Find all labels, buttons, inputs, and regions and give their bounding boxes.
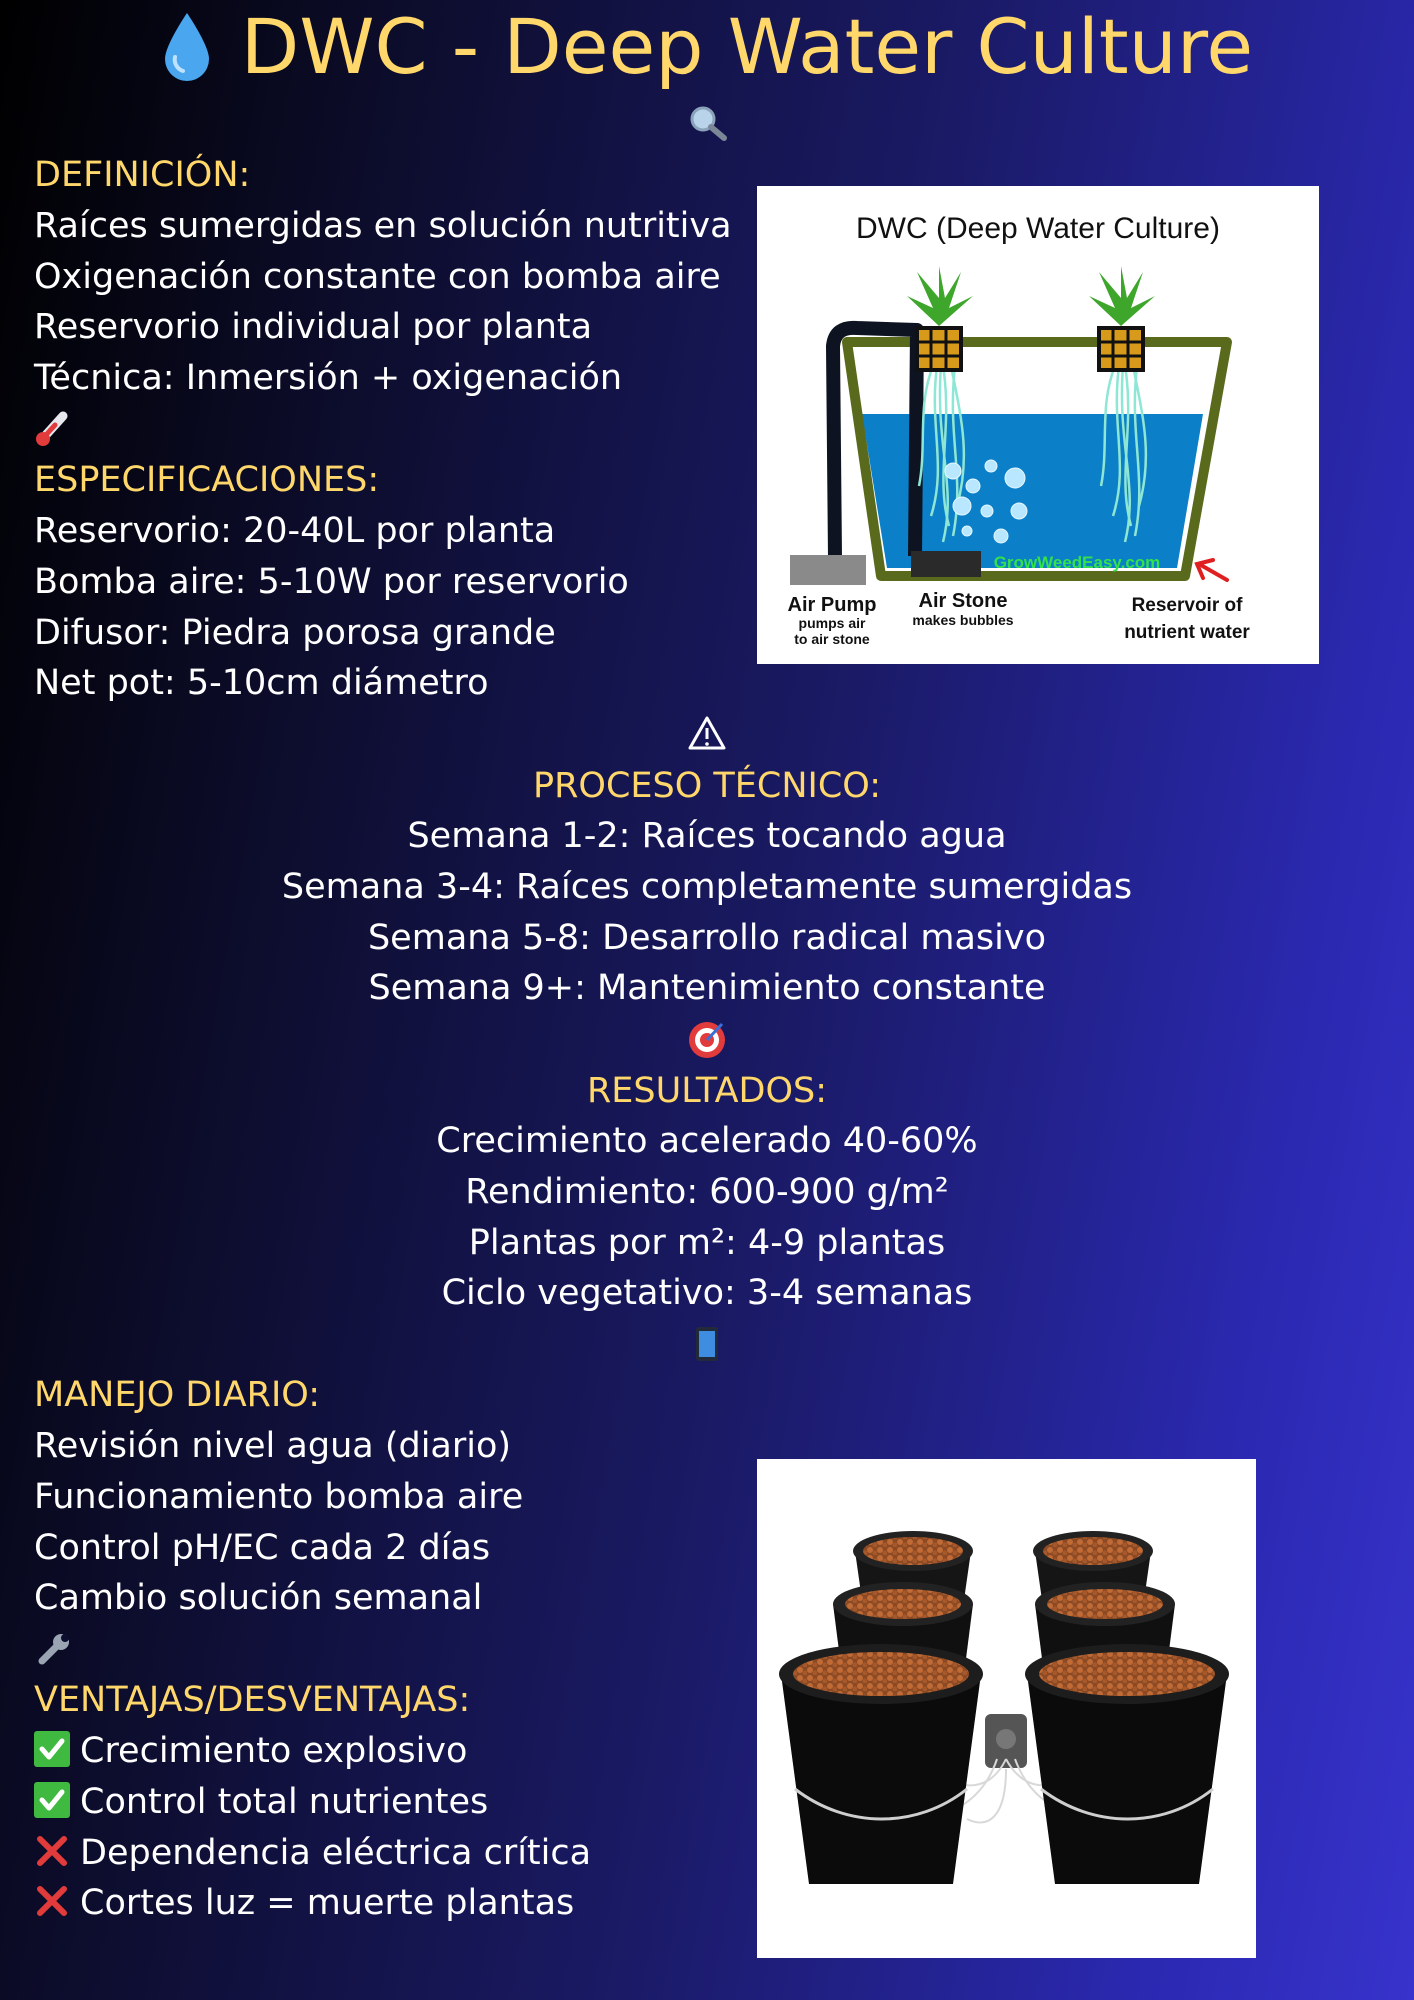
ventajas-heading: VENTAJAS/DESVENTAJAS: — [34, 1680, 471, 1720]
wrench-icon — [34, 1631, 72, 1669]
manejo-heading: MANEJO DIARIO: — [34, 1375, 321, 1415]
water-drop-icon — [161, 11, 213, 83]
diagram-label-reservoir: Reservoir of — [1131, 595, 1243, 616]
diagram-label-pump-sub: to air stone — [794, 631, 870, 647]
proceso-line: Semana 3-4: Raíces completamente sumergidas — [281, 867, 1133, 907]
especificaciones-line: Net pot: 5-10cm diámetro — [34, 663, 489, 703]
pro-item — [34, 1726, 467, 1776]
warning-icon — [0, 714, 1414, 752]
diagram-title: DWC (Deep Water Culture) — [856, 212, 1220, 245]
manejo-line: Cambio solución semanal — [34, 1578, 483, 1618]
manejo-line: Funcionamiento bomba aire — [34, 1477, 524, 1517]
definicion-line: Oxigenación constante con bomba aire — [34, 257, 721, 297]
cross-icon — [34, 1883, 70, 1919]
check-icon — [34, 1731, 70, 1767]
magnifier-icon — [0, 102, 1414, 142]
diagram-label-reservoir: nutrient water — [1124, 622, 1250, 643]
diagram-label-pump: Air Pump — [787, 594, 877, 616]
proceso-line: Semana 9+: Mantenimiento constante — [368, 968, 1046, 1008]
especificaciones-line: Reservorio: 20-40L por planta — [34, 511, 556, 551]
definicion-line: Técnica: Inmersión + oxigenación — [34, 358, 623, 398]
diagram-watermark: GrowWeedEasy.com — [993, 553, 1161, 572]
cross-icon — [34, 1833, 70, 1869]
diagram-label-stone-sub: makes bubbles — [912, 612, 1014, 628]
resultados-line: Ciclo vegetativo: 3-4 semanas — [441, 1273, 973, 1313]
proceso-line: Semana 1-2: Raíces tocando agua — [407, 816, 1007, 856]
manejo-line: Control pH/EC cada 2 días — [34, 1528, 491, 1568]
proceso-heading: PROCESO TÉCNICO: — [532, 766, 882, 806]
thermometer-icon — [34, 410, 72, 448]
manejo-line: Revisión nivel agua (diario) — [34, 1426, 512, 1466]
title-text: DWC - Deep Water Culture — [240, 2, 1254, 91]
resultados-line: Plantas por m²: 4-9 plantas — [468, 1223, 946, 1263]
con-item — [34, 1828, 591, 1878]
page-title — [0, 2, 1414, 92]
especificaciones-line: Bomba aire: 5-10W por reservorio — [34, 562, 629, 602]
target-icon — [0, 1019, 1414, 1059]
resultados-line: Rendimiento: 600-900 g/m² — [465, 1172, 949, 1212]
definicion-heading: DEFINICIÓN: — [34, 155, 251, 195]
resultados-heading: RESULTADOS: — [586, 1071, 828, 1111]
dwc-diagram-image — [757, 186, 1319, 664]
resultados-line: Crecimiento acelerado 40-60% — [436, 1121, 978, 1161]
especificaciones-heading: ESPECIFICACIONES: — [34, 460, 380, 500]
phone-icon — [0, 1325, 1414, 1363]
diagram-label-pump-sub: pumps air — [798, 615, 866, 631]
pro-item — [34, 1777, 488, 1827]
proceso-line: Semana 5-8: Desarrollo radical masivo — [367, 918, 1047, 958]
dwc-buckets-photo — [757, 1459, 1256, 1958]
pro-text: Crecimiento explosivo — [80, 1731, 468, 1771]
pro-text: Control total nutrientes — [80, 1782, 489, 1822]
definicion-line: Raíces sumergidas en solución nutritiva — [34, 206, 732, 246]
diagram-label-stone: Air Stone — [918, 590, 1008, 612]
con-text: Dependencia eléctrica crítica — [80, 1833, 592, 1873]
especificaciones-line: Difusor: Piedra porosa grande — [34, 613, 556, 653]
con-item — [34, 1878, 574, 1928]
con-text: Cortes luz = muerte plantas — [80, 1883, 575, 1923]
definicion-line: Reservorio individual por planta — [34, 307, 593, 347]
check-icon — [34, 1782, 70, 1818]
